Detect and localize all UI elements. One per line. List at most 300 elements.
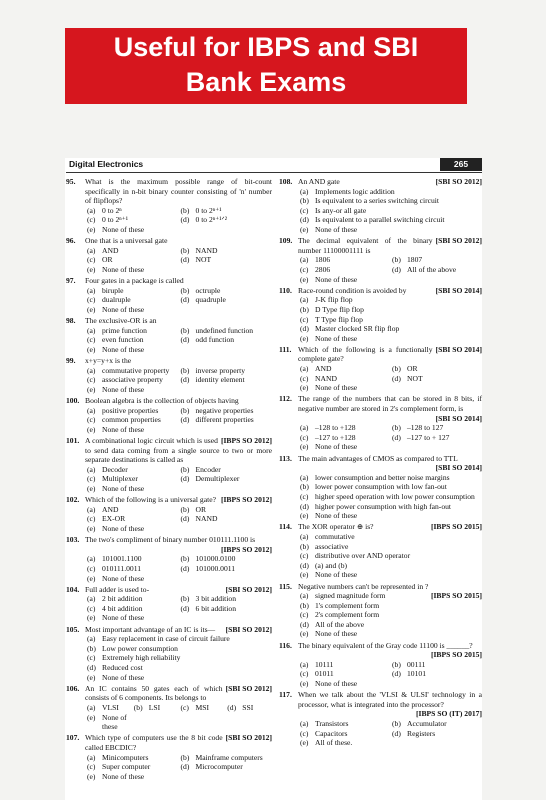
option-letter: (b) bbox=[300, 482, 309, 492]
option-letter: (d) bbox=[180, 563, 190, 573]
option-letter: (a) bbox=[87, 634, 96, 644]
options-list bbox=[85, 326, 272, 355]
option-text: 101000.0011 bbox=[195, 563, 236, 573]
option-text: octruple bbox=[195, 285, 221, 295]
question-number: 111. bbox=[279, 344, 292, 354]
option-text: None of these bbox=[315, 442, 358, 452]
option-item bbox=[85, 613, 272, 623]
option-text: 00111 bbox=[407, 659, 426, 669]
option-text: None of these bbox=[102, 523, 145, 533]
option-letter: (e) bbox=[300, 224, 309, 234]
option-item bbox=[298, 591, 482, 601]
option-text: –128 to +128 bbox=[315, 423, 356, 433]
option-letter: (d) bbox=[180, 514, 190, 524]
option-text: None of these bbox=[315, 274, 358, 284]
option-text: 1's complement form bbox=[315, 600, 380, 610]
option-text: J-K flip flop bbox=[315, 295, 353, 305]
option-text: Multiplexer bbox=[102, 474, 138, 484]
option-text: distributive over AND operator bbox=[315, 551, 411, 561]
exam-tag: [SBI SO 2012] bbox=[225, 584, 272, 594]
option-text: associative bbox=[315, 541, 349, 551]
option-item bbox=[85, 295, 179, 305]
option-letter: (a) bbox=[87, 464, 96, 474]
option-text: commutative bbox=[315, 531, 355, 541]
option-item bbox=[298, 265, 390, 275]
exam-tag: [SBI SO 2014] bbox=[435, 413, 482, 423]
options-list bbox=[298, 295, 482, 343]
option-text: different properties bbox=[195, 415, 254, 425]
option-item bbox=[298, 511, 482, 521]
option-letter: (c) bbox=[87, 255, 96, 265]
question-text: [IBPS SO 2012] A combinational logic circuit which is used to send data coming from a single source to two or more separate destinations is called as bbox=[85, 436, 272, 465]
option-letter: (e) bbox=[300, 570, 309, 580]
option-letter: (a) bbox=[300, 364, 309, 374]
option-letter: (c) bbox=[300, 669, 309, 679]
option-letter: (a) bbox=[87, 205, 96, 215]
option-text: None of these bbox=[102, 304, 145, 314]
option-item bbox=[85, 762, 179, 772]
question-number: 116. bbox=[279, 640, 292, 650]
option-letter: (b) bbox=[180, 752, 190, 762]
options-list bbox=[85, 703, 272, 732]
option-text: inverse property bbox=[195, 365, 246, 375]
option-item bbox=[298, 187, 482, 197]
option-text: EX-OR bbox=[102, 514, 126, 524]
option-text: LSI bbox=[148, 703, 161, 712]
option-text: None of these bbox=[315, 383, 358, 393]
exam-tag: [IBPS SO 2015] bbox=[430, 650, 482, 660]
option-letter: (c) bbox=[87, 603, 96, 613]
option-item bbox=[179, 215, 273, 225]
option-text: lower power consumption with low fan-out bbox=[315, 482, 447, 492]
option-item bbox=[85, 594, 179, 604]
option-text: 2's complement form bbox=[315, 610, 380, 620]
option-text: Super computer bbox=[102, 762, 151, 772]
option-letter: (d) bbox=[227, 703, 237, 712]
option-letter: (a) bbox=[87, 405, 96, 415]
question-number: 102. bbox=[66, 495, 80, 505]
question-item bbox=[66, 236, 272, 274]
option-item bbox=[179, 594, 273, 604]
option-letter: (d) bbox=[392, 432, 401, 442]
option-letter: (a) bbox=[300, 295, 309, 305]
option-letter: (d) bbox=[180, 603, 190, 613]
option-text: None of these bbox=[315, 511, 358, 521]
option-item bbox=[85, 505, 179, 515]
banner-line-1: Useful for IBPS and SBI bbox=[113, 32, 419, 62]
option-text: 4 bit addition bbox=[102, 603, 143, 613]
option-text: Is equivalent to a parallel switching circuit bbox=[315, 215, 445, 225]
option-letter: (a) bbox=[300, 591, 309, 601]
option-item bbox=[85, 474, 179, 484]
option-item bbox=[298, 315, 482, 325]
exam-tag: [IBPS SO 2012] bbox=[220, 436, 272, 445]
option-letter: (d) bbox=[300, 324, 309, 334]
option-item bbox=[390, 255, 482, 265]
option-text: lower consumption and better noise margins bbox=[315, 472, 450, 482]
option-text: NOT bbox=[407, 373, 423, 383]
option-letter: (a) bbox=[87, 365, 96, 375]
option-item bbox=[298, 334, 482, 344]
option-item bbox=[179, 286, 273, 296]
option-letter: (b) bbox=[300, 304, 309, 314]
option-item bbox=[179, 505, 273, 515]
question-item bbox=[279, 641, 482, 689]
options-list bbox=[85, 465, 272, 494]
option-item bbox=[179, 762, 273, 772]
option-item bbox=[298, 383, 482, 393]
option-text: Capacitors bbox=[315, 728, 348, 738]
option-text: All of the above bbox=[315, 619, 365, 629]
question-item bbox=[279, 522, 482, 580]
option-item bbox=[85, 345, 272, 355]
option-letter: (e) bbox=[87, 224, 96, 234]
option-text: 1806 bbox=[315, 255, 331, 265]
option-text: positive properties bbox=[102, 405, 159, 415]
option-letter: (e) bbox=[87, 264, 96, 274]
question-number: 98. bbox=[66, 316, 76, 326]
option-item bbox=[298, 295, 482, 305]
option-text: NAND bbox=[195, 514, 218, 524]
options-list bbox=[85, 594, 272, 623]
option-letter: (c) bbox=[300, 610, 309, 620]
exam-tag: [SBI SO 2012] bbox=[225, 624, 272, 634]
option-item bbox=[298, 551, 482, 561]
option-text: None of these bbox=[315, 629, 358, 639]
option-letter: (e) bbox=[87, 384, 96, 394]
option-text: 0 to 2ⁿ⁺¹ bbox=[102, 215, 128, 225]
option-letter: (c) bbox=[87, 762, 96, 772]
option-text: biruple bbox=[102, 285, 124, 295]
option-item bbox=[298, 423, 390, 433]
question-text: [SBI SO 2014] Race-round condition is avoided by bbox=[298, 285, 482, 295]
option-letter: (b) bbox=[392, 423, 401, 433]
options-list bbox=[298, 660, 482, 689]
option-item bbox=[179, 564, 273, 574]
option-text: dualruple bbox=[102, 295, 131, 305]
option-item bbox=[179, 206, 273, 216]
option-text: common properties bbox=[102, 415, 161, 425]
option-text: even function bbox=[102, 335, 144, 345]
option-item bbox=[298, 610, 482, 620]
exam-tag: [SBI SO 2014] bbox=[435, 344, 482, 354]
question-item bbox=[279, 394, 482, 452]
options-list bbox=[298, 255, 482, 284]
option-item bbox=[179, 415, 273, 425]
option-letter: (e) bbox=[87, 573, 96, 583]
option-text: OR bbox=[195, 504, 207, 514]
question-number: 110. bbox=[279, 285, 292, 295]
question-item bbox=[66, 356, 272, 394]
option-text: Demultiplexer bbox=[195, 474, 240, 484]
options-list bbox=[85, 634, 272, 682]
option-text: AND bbox=[315, 364, 332, 374]
option-text: Reduced cost bbox=[102, 663, 143, 673]
option-letter: (d) bbox=[180, 474, 190, 484]
option-item bbox=[85, 415, 179, 425]
option-item bbox=[298, 620, 482, 630]
question-number: 108. bbox=[279, 177, 293, 186]
option-text: None of these bbox=[102, 264, 145, 274]
left-column bbox=[66, 177, 272, 783]
question-item bbox=[66, 495, 272, 533]
option-letter: (a) bbox=[87, 703, 96, 712]
option-letter: (d) bbox=[300, 619, 309, 629]
option-letter: (c) bbox=[87, 375, 96, 385]
option-letter: (c) bbox=[300, 264, 309, 274]
option-letter: (c) bbox=[87, 335, 96, 345]
option-item bbox=[85, 265, 272, 275]
option-item bbox=[390, 433, 482, 443]
options-list bbox=[85, 505, 272, 534]
option-text: 1807 bbox=[407, 255, 423, 265]
exam-tag: [SBI SO 2014] bbox=[435, 463, 482, 473]
option-item bbox=[179, 406, 273, 416]
option-item bbox=[298, 532, 482, 542]
option-item bbox=[298, 561, 482, 571]
option-item bbox=[85, 225, 272, 235]
option-text: None of these bbox=[102, 483, 145, 493]
question-item bbox=[66, 436, 272, 494]
option-item bbox=[85, 634, 272, 644]
question-item bbox=[279, 454, 482, 521]
banner-line-2: Bank Exams bbox=[185, 67, 347, 97]
exam-tag: [SBI SO 2012] bbox=[435, 177, 482, 186]
option-text: Is any-or all gate bbox=[315, 205, 367, 215]
option-text: None of these bbox=[315, 224, 358, 234]
option-text: OR bbox=[102, 255, 113, 265]
option-text: Accumulator bbox=[407, 719, 447, 728]
option-item bbox=[225, 703, 272, 713]
option-letter: (a) bbox=[300, 719, 309, 728]
option-letter: (e) bbox=[87, 523, 96, 533]
question-text: The range of the numbers that can be stored in 8 bits, if negative number are stored in 2's complement form, is bbox=[298, 394, 482, 414]
option-text: Minicomputers bbox=[102, 752, 149, 762]
option-item bbox=[85, 554, 179, 564]
option-letter: (e) bbox=[87, 344, 96, 354]
option-item bbox=[298, 324, 482, 334]
option-letter: (d) bbox=[180, 762, 190, 772]
option-text: Extremely high reliability bbox=[102, 653, 181, 663]
option-text: 101001.1100 bbox=[102, 554, 142, 564]
option-letter: (b) bbox=[300, 600, 309, 610]
option-text: Master clocked SR flip flop bbox=[315, 324, 400, 334]
option-text: Is equivalent to a series switching circuit bbox=[315, 196, 439, 206]
question-text: Four gates in a package is called bbox=[85, 276, 184, 286]
options-list bbox=[85, 286, 272, 315]
option-item bbox=[179, 703, 226, 713]
option-item bbox=[298, 719, 390, 729]
question-item bbox=[66, 625, 272, 683]
option-text: None of these bbox=[102, 672, 145, 682]
option-letter: (a) bbox=[87, 504, 96, 514]
option-item bbox=[85, 604, 179, 614]
option-letter: (b) bbox=[180, 205, 190, 215]
option-item bbox=[85, 713, 132, 732]
option-text: commutative property bbox=[102, 365, 170, 375]
option-letter: (e) bbox=[87, 424, 96, 434]
option-letter: (c) bbox=[300, 728, 309, 738]
option-letter: (e) bbox=[300, 679, 309, 689]
question-number: 107. bbox=[66, 733, 80, 743]
option-item bbox=[298, 442, 482, 452]
option-text: None of these bbox=[102, 224, 145, 234]
option-letter: (b) bbox=[180, 365, 190, 375]
option-letter: (d) bbox=[180, 295, 190, 305]
option-letter: (a) bbox=[300, 186, 309, 196]
question-text: Boolean algebra is the collection of objects having bbox=[85, 396, 239, 406]
option-letter: (b) bbox=[392, 255, 401, 265]
option-text: negative properties bbox=[195, 405, 254, 415]
question-item bbox=[66, 276, 272, 314]
option-text: NOT bbox=[195, 255, 212, 265]
option-item bbox=[298, 275, 482, 285]
option-text: None of these bbox=[315, 570, 358, 580]
option-item bbox=[298, 374, 390, 384]
option-text: 101000.0100 bbox=[195, 554, 236, 564]
option-letter: (b) bbox=[180, 554, 190, 564]
question-text: [IBPS SO 2015] The XOR operator ⊕ is? bbox=[298, 522, 482, 532]
option-letter: (b) bbox=[180, 464, 190, 474]
option-item bbox=[85, 772, 272, 782]
option-item bbox=[85, 753, 179, 763]
option-text: 6 bit addition bbox=[195, 603, 236, 613]
exam-tag: [SBI SO 2012] bbox=[435, 236, 482, 246]
option-text: 01011 bbox=[315, 669, 334, 679]
question-number: 106. bbox=[66, 683, 80, 693]
question-number: 96. bbox=[66, 236, 76, 246]
option-letter: (e) bbox=[87, 483, 96, 493]
option-item bbox=[85, 524, 272, 534]
option-letter: (d) bbox=[392, 728, 401, 738]
option-text: Easy replacement in case of circuit failure bbox=[102, 634, 230, 644]
option-text: prime function bbox=[102, 325, 147, 335]
exam-tag: [IBPS SO 2012] bbox=[220, 495, 272, 505]
option-letter: (d) bbox=[392, 669, 401, 679]
option-item bbox=[85, 644, 272, 654]
option-item bbox=[85, 663, 272, 673]
option-item bbox=[85, 673, 272, 683]
option-letter: (a) bbox=[300, 531, 309, 541]
option-item bbox=[179, 246, 273, 256]
option-item bbox=[298, 729, 390, 739]
promo-banner bbox=[65, 28, 467, 104]
option-item bbox=[179, 295, 273, 305]
option-item bbox=[298, 629, 482, 639]
option-letter: (b) bbox=[180, 325, 190, 335]
option-text: 3 bit addition bbox=[195, 594, 236, 604]
option-letter: (e) bbox=[300, 274, 309, 284]
option-letter: (a) bbox=[87, 594, 96, 604]
option-text: D Type flip flop bbox=[315, 304, 364, 314]
option-text: None of these bbox=[102, 573, 145, 583]
exam-tag: [IBPS SO 2015] bbox=[430, 522, 482, 532]
options-list bbox=[298, 719, 482, 748]
option-letter: (a) bbox=[300, 423, 309, 433]
option-letter: (b) bbox=[180, 285, 190, 295]
question-text: Negative numbers can't be represented in ? bbox=[298, 581, 429, 591]
option-letter: (b) bbox=[392, 719, 401, 728]
option-text: 2 bit addition bbox=[102, 594, 143, 604]
option-item bbox=[298, 738, 482, 748]
option-text: Mainframe computers bbox=[195, 752, 263, 762]
option-letter: (a) bbox=[87, 325, 96, 335]
question-number: 104. bbox=[66, 584, 80, 594]
option-letter: (d) bbox=[392, 264, 401, 274]
option-letter: (c) bbox=[87, 514, 96, 524]
option-letter: (b) bbox=[392, 364, 401, 374]
exam-tag: [SBI SO 2012] bbox=[225, 683, 272, 693]
option-letter: (b) bbox=[300, 196, 309, 206]
option-item bbox=[85, 406, 179, 416]
options-list bbox=[298, 423, 482, 452]
options-list bbox=[85, 246, 272, 275]
option-letter: (d) bbox=[87, 663, 96, 673]
question-number: 117. bbox=[279, 690, 292, 700]
exam-tag: [SBI SO 2012] bbox=[225, 733, 272, 743]
option-letter: (d) bbox=[300, 215, 309, 225]
option-item bbox=[390, 364, 482, 374]
question-text: One that is a universal gate bbox=[85, 236, 168, 246]
option-item bbox=[390, 423, 482, 433]
option-letter: (d) bbox=[300, 501, 309, 511]
option-item bbox=[85, 465, 179, 475]
question-number: 113. bbox=[279, 453, 292, 463]
question-item bbox=[66, 733, 272, 781]
question-item bbox=[66, 316, 272, 354]
option-letter: (b) bbox=[392, 659, 401, 669]
option-text: All of the above bbox=[407, 264, 457, 274]
option-text: None of these bbox=[102, 344, 145, 354]
exam-tag: [SBI SO 2014] bbox=[435, 285, 482, 295]
question-number: 112. bbox=[279, 394, 292, 404]
option-text: 010111.0011 bbox=[102, 563, 142, 573]
option-item bbox=[298, 206, 482, 216]
option-item bbox=[390, 719, 482, 729]
options-list bbox=[298, 591, 482, 639]
options-list bbox=[298, 532, 482, 580]
option-text: Decoder bbox=[102, 464, 128, 474]
option-letter: (d) bbox=[180, 255, 190, 265]
question-number: 103. bbox=[66, 535, 80, 545]
option-text: identity element bbox=[195, 375, 245, 385]
option-item bbox=[179, 514, 273, 524]
question-number: 114. bbox=[279, 522, 292, 532]
option-item bbox=[85, 703, 132, 713]
option-item bbox=[390, 669, 482, 679]
option-item bbox=[85, 425, 272, 435]
option-item bbox=[179, 255, 273, 265]
option-letter: (e) bbox=[87, 712, 96, 722]
option-item bbox=[85, 326, 179, 336]
option-text: –127 to + 127 bbox=[407, 432, 450, 442]
option-item bbox=[298, 660, 390, 670]
question-text: The binary equivalent of the Gray code 11100 is ______? bbox=[298, 640, 473, 650]
question-number: 109. bbox=[279, 236, 293, 246]
option-text: signed magnitude form bbox=[315, 591, 386, 601]
option-letter: (c) bbox=[87, 415, 96, 425]
option-letter: (a) bbox=[300, 255, 309, 265]
option-letter: (b) bbox=[87, 643, 96, 653]
option-letter: (b) bbox=[300, 541, 309, 551]
option-letter: (e) bbox=[300, 738, 309, 748]
option-item bbox=[298, 669, 390, 679]
option-letter: (d) bbox=[392, 373, 401, 383]
option-text: None of these bbox=[102, 771, 145, 781]
option-letter: (c) bbox=[87, 215, 96, 225]
option-letter: (e) bbox=[300, 333, 309, 343]
option-text: 10101 bbox=[407, 669, 426, 679]
